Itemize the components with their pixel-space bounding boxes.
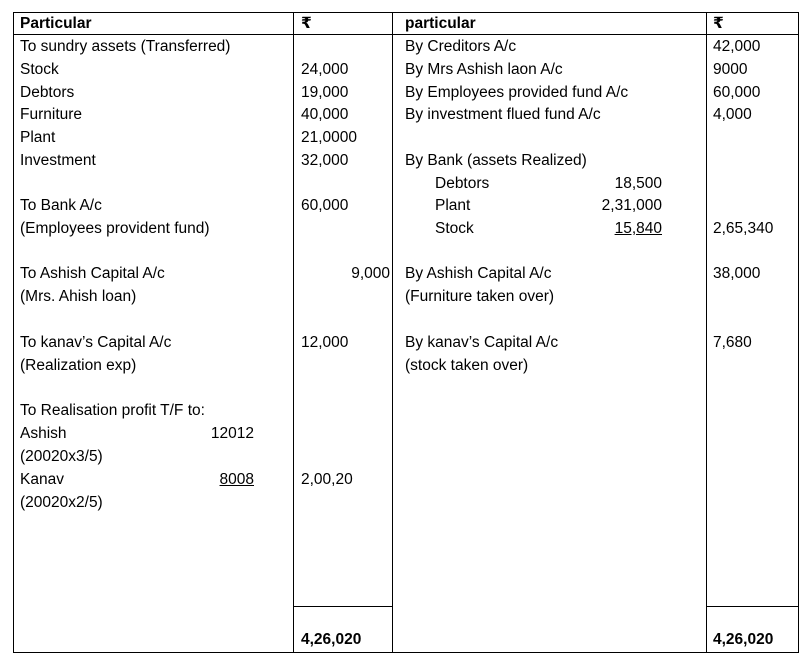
debit-item-label: Investment [20,152,96,169]
debit-item-label: Debtors [20,84,75,101]
debit-item-amount: 21,0000 [301,129,358,146]
header-left-particular: Particular [20,15,92,32]
credit-kanav-capital-amount: 7,680 [713,334,752,351]
debit-ashish-capital-note: (Mrs. Ahish loan) [20,288,137,305]
credit-bank-total: 2,65,340 [713,220,774,237]
credit-mrs-ashish-loan-amount: 9000 [713,61,748,78]
debit-bank-amount: 60,000 [301,197,349,214]
sundry-assets-heading: To sundry assets (Transferred) [20,38,231,55]
table-border-top [13,12,799,13]
total-line [706,606,799,607]
header-divider [13,34,799,35]
kanav-share-calc: (20020x2/5) [20,494,103,511]
column-divider [293,12,294,653]
debit-item-label: Plant [20,129,56,146]
credit-investment-fund-amount: 4,000 [713,106,752,123]
total-line [293,606,393,607]
credit-kanav-capital-label: By kanav’s Capital A/c [405,334,559,351]
kanav-share-amount: 8008 [219,471,254,488]
debit-item-amount: 24,000 [301,61,349,78]
debit-bank-label: To Bank A/c [20,197,102,214]
credit-creditors-label: By Creditors A/c [405,38,517,55]
ashish-share-amount: 12012 [210,425,254,442]
ashish-share-label: Ashish [20,425,67,442]
credit-ashish-capital-note: (Furniture taken over) [405,288,555,305]
credit-bank-item-label: Debtors [435,175,490,192]
credit-bank-item-amount: 15,840 [614,220,662,237]
credit-kanav-capital-note: (stock taken over) [405,357,529,374]
credit-bank-item-label: Plant [435,197,471,214]
table-border-right [798,12,799,653]
column-divider [706,12,707,653]
debit-total: 4,26,020 [301,631,362,648]
table-border-left [13,12,14,653]
credit-bank-item-label: Stock [435,220,474,237]
credit-bank-item-amount: 2,31,000 [601,197,662,214]
debit-item-label: Stock [20,61,59,78]
debit-kanav-capital-note: (Realization exp) [20,357,137,374]
realisation-profit-amount: 2,00,20 [301,471,353,488]
debit-ashish-capital-amount: 9,000 [351,265,390,282]
credit-total: 4,26,020 [713,631,774,648]
credit-employees-fund-label: By Employees provided fund A/c [405,84,629,101]
debit-item-amount: 19,000 [301,84,349,101]
credit-mrs-ashish-loan-label: By Mrs Ashish laon A/c [405,61,563,78]
debit-ashish-capital-label: To Ashish Capital A/c [20,265,165,282]
debit-kanav-capital-label: To kanav’s Capital A/c [20,334,172,351]
debit-item-amount: 40,000 [301,106,349,123]
credit-bank-heading: By Bank (assets Realized) [405,152,587,169]
realisation-profit-heading: To Realisation profit T/F to: [20,402,205,419]
debit-item-amount: 32,000 [301,152,349,169]
ashish-share-calc: (20020x3/5) [20,448,103,465]
credit-investment-fund-label: By investment flued fund A/c [405,106,601,123]
realisation-account-table [13,12,799,653]
credit-employees-fund-amount: 60,000 [713,84,761,101]
debit-item-label: Furniture [20,106,83,123]
header-right-amount: ₹ [713,15,724,32]
credit-creditors-amount: 42,000 [713,38,761,55]
credit-ashish-capital-label: By Ashish Capital A/c [405,265,552,282]
column-divider [392,12,393,653]
debit-kanav-capital-amount: 12,000 [301,334,349,351]
header-right-particular: particular [405,15,476,32]
table-border-bottom [13,652,799,653]
kanav-share-label: Kanav [20,471,64,488]
credit-ashish-capital-amount: 38,000 [713,265,761,282]
header-left-amount: ₹ [301,15,312,32]
debit-bank-note: (Employees provident fund) [20,220,210,237]
credit-bank-item-amount: 18,500 [614,175,662,192]
